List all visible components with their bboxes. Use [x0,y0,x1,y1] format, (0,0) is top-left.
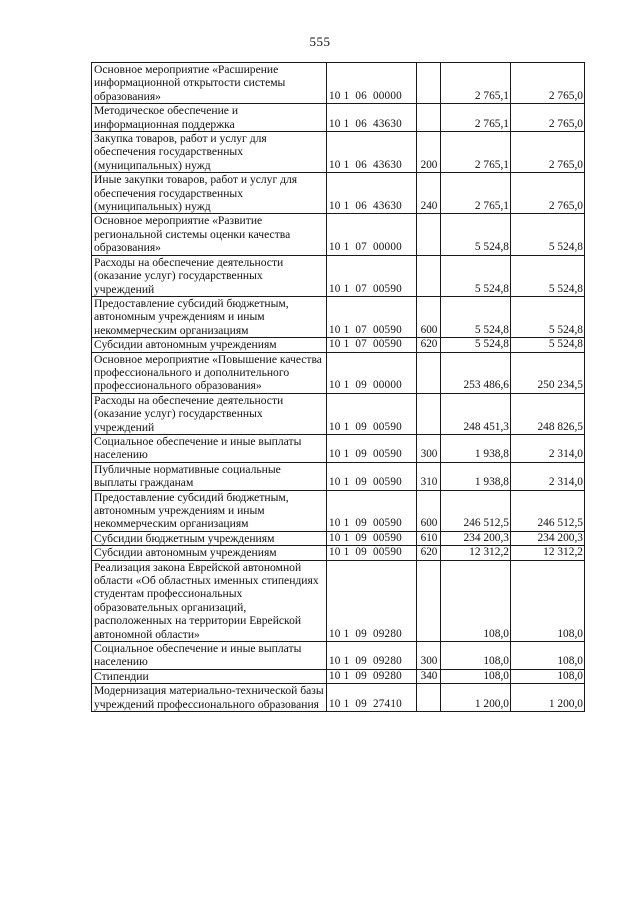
amount-year-2-cell: 5 524,8 [511,214,585,255]
target-article-code-cell: 10 1 09 00590 [327,531,417,545]
amount-year-1-cell: 253 486,6 [441,352,511,393]
expense-type-code-cell: 200 [417,132,441,173]
target-article-code-cell: 10 1 06 43630 [327,104,417,132]
amount-year-1-cell: 108,0 [441,642,511,670]
expense-type-code-cell [417,63,441,104]
target-article-code-cell: 10 1 09 09280 [327,642,417,670]
amount-year-2-cell: 234 200,3 [511,531,585,545]
amount-year-1-cell: 108,0 [441,669,511,683]
amount-year-2-cell: 108,0 [511,560,585,641]
table-row [92,434,585,462]
amount-year-2-cell: 5 524,8 [511,296,585,337]
amount-year-2-cell: 12 312,2 [511,546,585,560]
table-row [92,684,585,712]
target-article-code-cell: 10 1 06 00000 [327,63,417,104]
target-article-code-cell: 10 1 07 00000 [327,214,417,255]
expense-name-cell: Иные закупки товаров, работ и услуг для обеспечения государственных (муниципальных) нужд [92,173,327,214]
target-article-code-cell: 10 1 09 00590 [327,546,417,560]
amount-year-1-cell: 2 765,1 [441,104,511,132]
amount-year-1-cell: 248 451,3 [441,393,511,434]
amount-year-2-cell: 2 765,0 [511,173,585,214]
expense-type-code-cell: 610 [417,531,441,545]
expense-name-cell: Предоставление субсидий бюджетным, автономным учреждениям и иным некоммерческим организациям [92,296,327,337]
table-row [92,462,585,490]
amount-year-1-cell: 1 200,0 [441,684,511,712]
budget-table [91,62,585,712]
table-row [92,393,585,434]
expense-type-code-cell: 340 [417,669,441,683]
expense-type-code-cell: 240 [417,173,441,214]
amount-year-2-cell: 1 200,0 [511,684,585,712]
expense-type-code-cell [417,352,441,393]
target-article-code-cell: 10 1 09 00000 [327,352,417,393]
target-article-code-cell: 10 1 09 00590 [327,434,417,462]
expense-name-cell: Социальное обеспечение и иные выплаты населению [92,642,327,670]
table-row [92,642,585,670]
expense-name-cell: Социальное обеспечение и иные выплаты населению [92,434,327,462]
expense-type-code-cell: 600 [417,490,441,531]
amount-year-2-cell: 108,0 [511,669,585,683]
amount-year-1-cell: 1 938,8 [441,434,511,462]
table-row [92,531,585,545]
expense-type-code-cell [417,393,441,434]
target-article-code-cell: 10 1 09 00590 [327,393,417,434]
amount-year-2-cell: 2 314,0 [511,434,585,462]
expense-name-cell: Субсидии бюджетным учреждениям [92,531,327,545]
target-article-code-cell: 10 1 07 00590 [327,338,417,352]
target-article-code-cell: 10 1 09 00590 [327,462,417,490]
expense-type-code-cell [417,104,441,132]
amount-year-1-cell: 5 524,8 [441,296,511,337]
amount-year-2-cell: 2 765,0 [511,104,585,132]
table-row [92,214,585,255]
expense-name-cell: Методическое обеспечение и информационная поддержка [92,104,327,132]
expense-name-cell: Основное мероприятие «Повышение качества профессионального и дополнительного профессионального образования» [92,352,327,393]
expense-type-code-cell: 620 [417,338,441,352]
target-article-code-cell: 10 1 06 43630 [327,132,417,173]
amount-year-2-cell: 248 826,5 [511,393,585,434]
amount-year-2-cell: 108,0 [511,642,585,670]
budget-table-body [92,63,585,712]
table-row [92,490,585,531]
table-row [92,546,585,560]
table-row [92,296,585,337]
expense-type-code-cell [417,214,441,255]
target-article-code-cell: 10 1 09 00590 [327,490,417,531]
expense-type-code-cell: 620 [417,546,441,560]
expense-name-cell: Субсидии автономным учреждениям [92,546,327,560]
table-row [92,173,585,214]
amount-year-1-cell: 5 524,8 [441,338,511,352]
amount-year-1-cell: 246 512,5 [441,490,511,531]
amount-year-2-cell: 2 314,0 [511,462,585,490]
target-article-code-cell: 10 1 07 00590 [327,255,417,296]
amount-year-2-cell: 2 765,0 [511,63,585,104]
expense-name-cell: Основное мероприятие «Расширение информационной открытости системы образования» [92,63,327,104]
expense-type-code-cell [417,684,441,712]
expense-name-cell: Публичные нормативные социальные выплаты гражданам [92,462,327,490]
expense-name-cell: Стипендии [92,669,327,683]
amount-year-2-cell: 5 524,8 [511,255,585,296]
page-number: 555 [309,34,331,49]
amount-year-1-cell: 5 524,8 [441,214,511,255]
expense-name-cell: Реализация закона Еврейской автономной области «Об областных именных стипендиях студентам профессиональных образовательных организаций, расположенных на территории Еврейской автономной области» [92,560,327,641]
amount-year-2-cell: 250 234,5 [511,352,585,393]
expense-type-code-cell: 300 [417,642,441,670]
table-row [92,255,585,296]
expense-name-cell: Субсидии автономным учреждениям [92,338,327,352]
table-row [92,63,585,104]
expense-type-code-cell: 300 [417,434,441,462]
expense-type-code-cell [417,255,441,296]
expense-type-code-cell: 310 [417,462,441,490]
expense-name-cell: Расходы на обеспечение деятельности (оказание услуг) государственных учреждений [92,255,327,296]
expense-type-code-cell [417,560,441,641]
table-row [92,104,585,132]
expense-name-cell: Модернизация материально-технической базы учреждений профессионального образования [92,684,327,712]
amount-year-2-cell: 246 512,5 [511,490,585,531]
target-article-code-cell: 10 1 07 00590 [327,296,417,337]
expense-type-code-cell: 600 [417,296,441,337]
target-article-code-cell: 10 1 09 09280 [327,669,417,683]
amount-year-1-cell: 1 938,8 [441,462,511,490]
amount-year-1-cell: 2 765,1 [441,63,511,104]
table-row [92,352,585,393]
expense-name-cell: Расходы на обеспечение деятельности (оказание услуг) государственных учреждений [92,393,327,434]
expense-name-cell: Основное мероприятие «Развитие региональной системы оценки качества образования» [92,214,327,255]
amount-year-2-cell: 2 765,0 [511,132,585,173]
amount-year-1-cell: 108,0 [441,560,511,641]
target-article-code-cell: 10 1 09 09280 [327,560,417,641]
table-row [92,560,585,641]
amount-year-1-cell: 234 200,3 [441,531,511,545]
amount-year-2-cell: 5 524,8 [511,338,585,352]
expense-name-cell: Закупка товаров, работ и услуг для обеспечения государственных (муниципальных) нужд [92,132,327,173]
table-row [92,132,585,173]
target-article-code-cell: 10 1 06 43630 [327,173,417,214]
amount-year-1-cell: 2 765,1 [441,132,511,173]
amount-year-1-cell: 5 524,8 [441,255,511,296]
table-row [92,338,585,352]
amount-year-1-cell: 2 765,1 [441,173,511,214]
expense-name-cell: Предоставление субсидий бюджетным, автономным учреждениям и иным некоммерческим организациям [92,490,327,531]
target-article-code-cell: 10 1 09 27410 [327,684,417,712]
amount-year-1-cell: 12 312,2 [441,546,511,560]
table-row [92,669,585,683]
